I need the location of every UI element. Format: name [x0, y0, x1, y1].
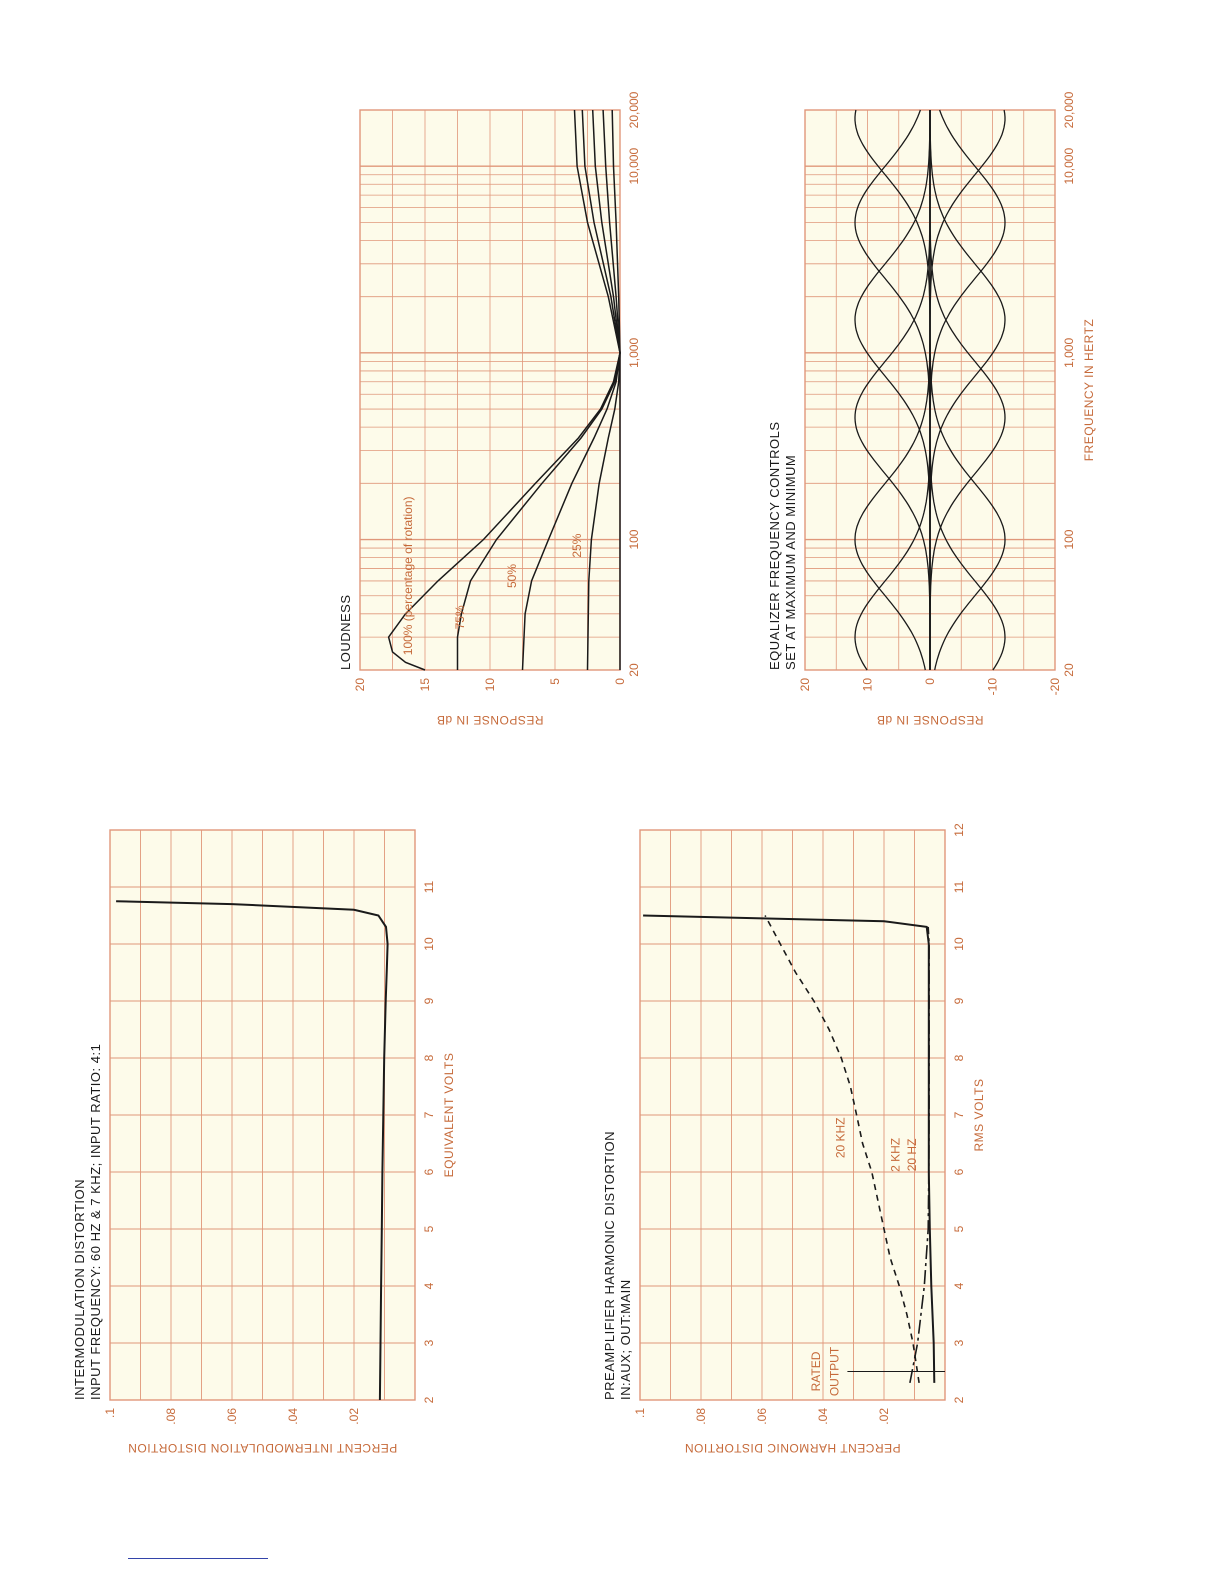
y-tick-label: 10 — [860, 678, 875, 692]
x-tick-label: 7 — [422, 1111, 436, 1119]
x-tick-label: 5 — [952, 1225, 966, 1233]
x-tick-label: 4 — [952, 1282, 966, 1290]
chart-title: IN:AUX; OUT:MAIN — [618, 1279, 633, 1400]
y-tick-label: 15 — [418, 678, 432, 692]
y-tick-label: .08 — [164, 1408, 178, 1425]
x-tick-label: 9 — [952, 997, 966, 1005]
y-tick-label: .06 — [755, 1408, 769, 1425]
annotation-label: 2 KHZ — [888, 1137, 903, 1172]
x-axis-label: RMS VOLTS — [972, 1078, 986, 1152]
y-tick-label: -10 — [985, 678, 1000, 696]
x-tick-label: 9 — [422, 997, 436, 1005]
x-axis-label: EQUIVALENT VOLTS — [442, 1052, 456, 1178]
x-tick-label: 6 — [952, 1168, 966, 1176]
y-tick-label: -20 — [1048, 678, 1062, 696]
annotation-label: 50% — [505, 563, 519, 588]
x-tick-label: 2 — [422, 1396, 436, 1404]
x-tick-label: 20,000 — [627, 91, 641, 129]
equalizer-chart — [745, 70, 1125, 750]
y-tick-label: 20 — [353, 678, 367, 692]
x-tick-label: 12 — [952, 823, 966, 837]
footer-rule — [128, 1558, 268, 1559]
preamp-thd-chart — [590, 820, 1010, 1480]
x-tick-label: 20 — [627, 663, 641, 677]
y-tick-label: 0 — [923, 678, 937, 685]
loudness-chart — [330, 70, 660, 750]
x-tick-label: 20 — [1062, 663, 1076, 677]
y-tick-label: .04 — [816, 1408, 830, 1425]
x-tick-label: 5 — [422, 1225, 436, 1233]
x-tick-label: 1,000 — [627, 337, 641, 368]
x-tick-label: 3 — [952, 1339, 966, 1347]
y-tick-label: .06 — [225, 1408, 239, 1425]
y-axis-label: RESPONSE IN dB — [876, 713, 984, 727]
x-tick-label: 10 — [422, 937, 436, 951]
x-tick-label: 11 — [952, 880, 966, 894]
x-axis-label: FREQUENCY IN HERTZ — [1082, 318, 1096, 462]
x-tick-label: 100 — [1062, 529, 1076, 550]
y-tick-label: .02 — [877, 1408, 891, 1425]
y-tick-label: 20 — [798, 678, 812, 692]
x-tick-label: 8 — [422, 1054, 436, 1062]
x-tick-label: 100 — [627, 529, 641, 550]
chart-title: INPUT FREQUENCY: 60 HZ & 7 KHZ; INPUT RATIO: 4:1 — [88, 1043, 103, 1400]
loudness-chart-panel — [330, 70, 660, 750]
x-tick-label: 11 — [422, 880, 436, 894]
x-tick-label: 6 — [422, 1168, 436, 1176]
chart-title: LOUDNESS — [338, 594, 353, 670]
y-tick-label: .04 — [286, 1408, 300, 1425]
chart-title: PREAMPLIFIER HARMONIC DISTORTION — [602, 1130, 617, 1400]
annotation-label: 25% — [570, 533, 584, 558]
x-tick-label: 20,000 — [1062, 91, 1076, 129]
chart-title: SET AT MAXIMUM AND MINIMUM — [783, 454, 798, 670]
x-tick-label: 10,000 — [627, 147, 641, 185]
x-tick-label: 7 — [952, 1111, 966, 1119]
y-tick-label: 0 — [613, 678, 627, 685]
annotation-label: 100% (percentage of rotation) — [401, 496, 415, 656]
x-tick-label: 8 — [952, 1054, 966, 1062]
x-tick-label: 10 — [952, 937, 966, 951]
x-tick-label: 1,000 — [1062, 337, 1076, 368]
chart-title: INTERMODULATION DISTORTION — [72, 1178, 87, 1400]
intermod-chart — [60, 820, 460, 1480]
x-tick-label: 3 — [422, 1339, 436, 1347]
preamp-thd-chart-panel — [590, 820, 1010, 1480]
y-tick-label: 5 — [548, 678, 562, 685]
x-tick-label: 10,000 — [1062, 147, 1076, 185]
annotation-label: 20 HZ — [905, 1138, 920, 1172]
y-tick-label: .1 — [633, 1408, 647, 1419]
annotation-label: OUTPUT — [827, 1346, 842, 1397]
y-axis-label: RESPONSE IN dB — [436, 713, 544, 727]
y-tick-label: 10 — [483, 678, 497, 692]
annotation-label: RATED — [808, 1351, 823, 1392]
annotation-label: 75% — [453, 605, 467, 630]
intermod-chart-panel — [60, 820, 460, 1480]
chart-title: EQUALIZER FREQUENCY CONTROLS — [767, 421, 782, 670]
equalizer-chart-panel — [745, 70, 1125, 750]
annotation-label: 20 KHZ — [833, 1117, 848, 1159]
y-tick-label: .08 — [694, 1408, 708, 1425]
x-tick-label: 4 — [422, 1282, 436, 1290]
y-tick-label: .02 — [347, 1408, 361, 1425]
y-axis-label: PERCENT INTERMODULATION DISTORTION — [127, 1441, 398, 1455]
y-tick-label: .1 — [103, 1408, 117, 1419]
y-axis-label: PERCENT HARMONIC DISTORTION — [684, 1441, 901, 1455]
x-tick-label: 2 — [952, 1396, 966, 1404]
